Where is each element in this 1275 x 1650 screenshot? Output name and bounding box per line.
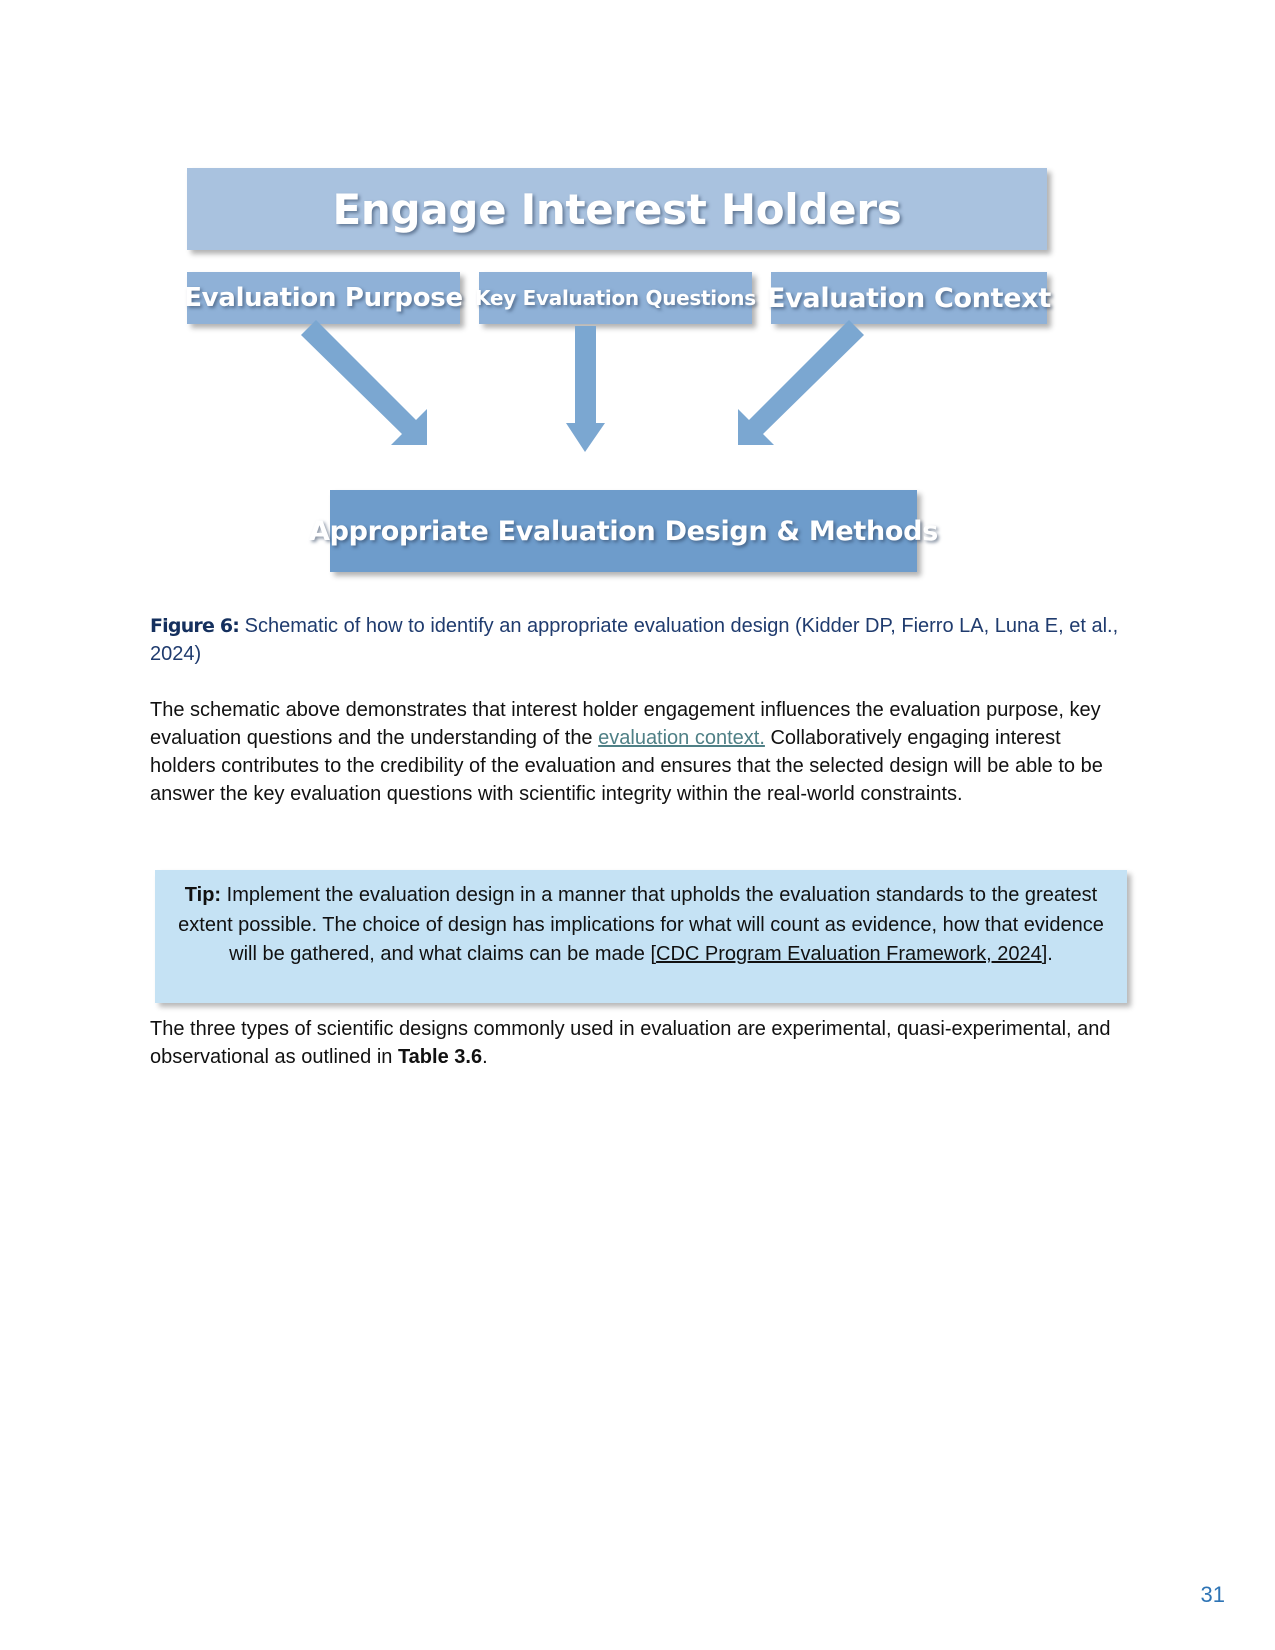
figure-caption-text: Schematic of how to identify an appropriate evaluation design (Kidder DP, Fierro LA, Luna E, et al., 2024) <box>150 615 1119 665</box>
cdc-framework-link[interactable]: CDC Program Evaluation Framework, 2024 <box>656 943 1042 965</box>
evaluation-purpose-label: Evaluation Purpose <box>184 283 463 313</box>
paragraph-text-before-link: The schematic above demonstrates that interest holder engagement influences the evaluation purpose, key evaluation questions and the understanding of the <box>150 699 1101 749</box>
page-number: 31 <box>1200 1582 1225 1607</box>
paragraph-text-after-link: Collaboratively engaging interest holders contributes to the credibility of the evaluation and ensures that the selected design will be able to be answer the key evaluation questions with scientific integrity within the real-world constraints. <box>150 727 1103 805</box>
appropriate-design-box <box>309 490 938 572</box>
figure-caption-label: Figure 6: <box>150 615 240 637</box>
tip-text: Implement the evaluation design in a manner that upholds the evaluation standards to the greatest extent possible. The choice of design has implications for what will count as evidence, how that evidence will be gathered, and what claims can be made <box>178 884 1104 965</box>
evaluation-context-link[interactable]: evaluation context. <box>598 727 765 749</box>
figure-caption <box>150 612 1130 668</box>
table-reference: Table 3.6 <box>397 1046 483 1068</box>
evaluation-design-schematic <box>180 165 1050 585</box>
engage-interest-holders-label: Engage Interest Holders <box>332 184 902 234</box>
evaluation-context-label: Evaluation Context <box>766 282 1052 314</box>
schematic-explanation-paragraph <box>150 696 1125 808</box>
design-types-text: The three types of scientific designs commonly used in evaluation are experimental, quasi-experimental, and observational as outlined in <box>150 1018 1111 1068</box>
key-evaluation-questions-label: Key Evaluation Questions <box>475 286 756 310</box>
tip-callout <box>155 870 1127 1003</box>
appropriate-design-label: Appropriate Evaluation Design & Methods <box>309 515 938 547</box>
design-types-paragraph <box>150 1015 1125 1071</box>
tip-label: Tip: <box>184 884 222 906</box>
tip-link-close-bracket: ]. <box>1041 943 1053 965</box>
design-types-end: . <box>482 1046 488 1068</box>
tip-link-open-bracket: [ <box>650 943 657 965</box>
arrow-context-to-design-icon <box>738 320 864 445</box>
arrow-questions-to-design-icon <box>566 326 605 452</box>
arrow-purpose-to-design-icon <box>301 320 427 445</box>
